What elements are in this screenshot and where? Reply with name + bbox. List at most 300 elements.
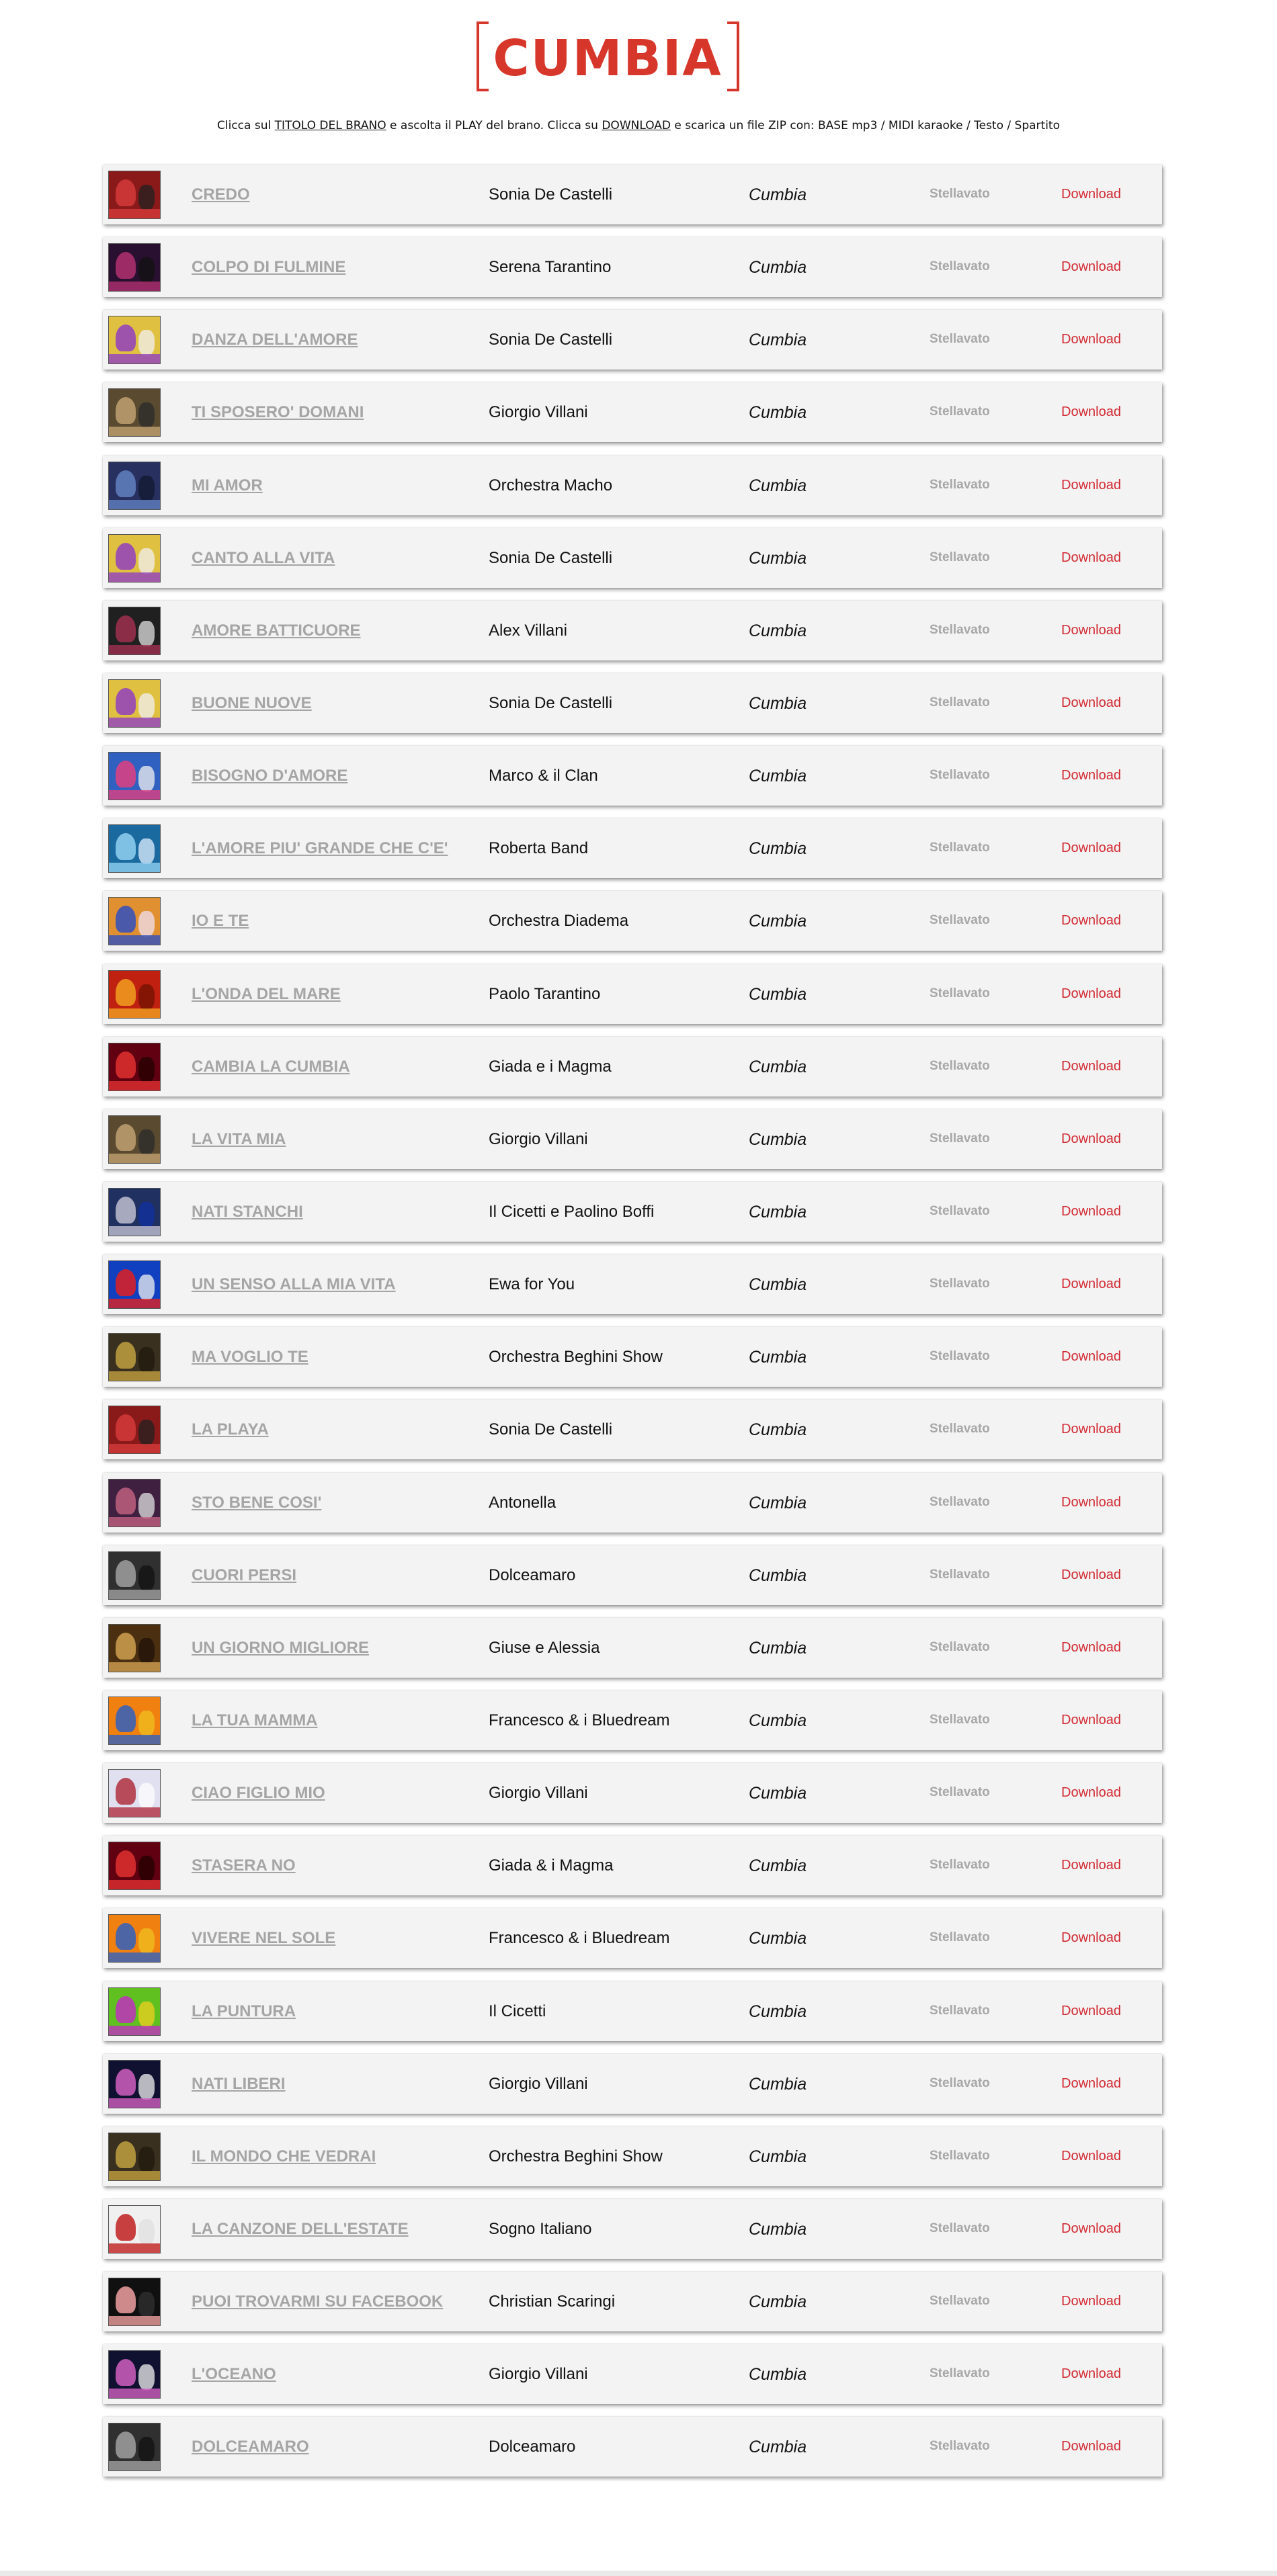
download-link[interactable]: Download [1061,1349,1121,1365]
album-cover-figure [116,1560,136,1587]
song-title-link[interactable]: PUOI TROVARMI SU FACEBOOK [192,2292,444,2311]
song-title-link[interactable]: L'ONDA DEL MARE [192,984,341,1003]
song-title-link[interactable]: CANTO ALLA VITA [192,548,335,567]
album-cover-band [109,572,160,582]
album-cover-figure [138,257,155,283]
album-cover-image [108,1624,161,1672]
song-genre: Cumbia [749,1638,807,1658]
song-artist: Giorgio Villani [489,2074,588,2093]
song-row [103,2417,1162,2477]
song-genre: Cumbia [749,1420,807,1440]
album-cover-figure [138,2002,155,2027]
download-link[interactable]: Download [1061,1639,1121,1655]
song-artist: Il Cicetti [489,2002,546,2020]
album-cover-figure [116,1269,136,1296]
album-cover-band [109,427,160,436]
song-rating: Stellavato [930,1277,990,1291]
album-cover-figure [116,397,136,424]
song-artist: Dolceamaro [489,1565,576,1584]
album-cover-image [108,1697,161,1745]
album-cover-figure [138,693,155,719]
album-cover-image [108,970,161,1019]
album-cover-figure [138,1347,155,1373]
download-link[interactable]: Download [1061,1567,1121,1582]
song-rating: Stellavato [930,477,990,492]
song-title-link[interactable]: LA CANZONE DELL'ESTATE [192,2219,409,2238]
album-cover-band [109,1517,160,1527]
album-cover-figure [138,1638,155,1664]
song-artist: Francesco & i Bluedream [489,1711,670,1729]
download-link[interactable]: Download [1061,986,1121,1001]
album-cover-image [108,1987,161,2036]
song-row [103,746,1162,806]
album-cover-figure [116,2432,136,2458]
download-link[interactable]: Download [1061,841,1121,856]
song-rating: Stellavato [930,1058,990,1073]
song-rating: Stellavato [930,259,990,274]
song-row [103,2199,1162,2259]
download-link[interactable]: Download [1061,768,1121,783]
album-cover-figure [116,179,136,206]
song-artist: Orchestra Beghini Show [489,1348,663,1367]
song-genre: Cumbia [749,984,807,1004]
download-link[interactable]: Download [1061,1712,1121,1727]
album-cover-figure [138,911,155,937]
song-genre: Cumbia [749,1202,807,1221]
song-genre: Cumbia [749,258,807,277]
song-artist: Alex Villani [489,621,567,640]
download-link[interactable]: Download [1061,622,1121,638]
song-artist: Giorgio Villani [489,1784,588,1803]
album-cover-image [108,1406,161,1454]
album-cover-image [108,1043,161,1091]
song-title-link[interactable]: MI AMOR [192,476,263,495]
album-cover-band [109,2461,160,2471]
album-cover-image [108,897,161,945]
song-rating: Stellavato [930,1131,990,1146]
download-link[interactable]: Download [1061,2003,1121,2018]
song-genre: Cumbia [749,1275,807,1295]
album-cover-image [108,243,161,292]
album-cover-band [109,1299,160,1308]
song-artist: Sonia De Castelli [489,548,613,567]
song-title-link[interactable]: MA VOGLIO TE [192,1348,308,1367]
album-cover-figure [138,1856,155,1881]
album-cover-image [108,171,161,219]
song-genre: Cumbia [749,331,807,350]
song-title-link[interactable]: NATI STANCHI [192,1202,303,1221]
album-cover-figure [116,1996,136,2023]
song-row [103,2272,1162,2331]
album-cover-image [108,2278,161,2326]
song-row [103,1836,1162,1895]
album-cover-figure [138,1275,155,1300]
album-cover-figure [116,2359,136,2386]
song-row [103,1545,1162,1605]
album-cover-figure [116,1414,136,1441]
song-genre: Cumbia [749,2147,807,2166]
song-genre: Cumbia [749,2074,807,2094]
album-cover-band [109,2389,160,2398]
song-genre: Cumbia [749,548,807,568]
album-cover-figure [116,2214,136,2241]
album-cover-band [109,863,160,872]
intro-text-1: Clicca sul [217,119,275,132]
song-genre: Cumbia [749,2438,807,2457]
song-rating: Stellavato [930,841,990,855]
song-rating: Stellavato [930,695,990,710]
album-cover-figure [138,2292,155,2317]
song-genre: Cumbia [749,621,807,640]
song-artist: Giuse e Alessia [489,1638,600,1657]
album-cover-image [108,679,161,728]
album-cover-figure [138,621,155,646]
song-artist: Sogno Italiano [489,2219,592,2238]
download-link[interactable]: Download [1061,2221,1121,2236]
song-artist: Orchestra Macho [489,476,613,495]
song-row [103,310,1162,370]
song-rating: Stellavato [930,1858,990,1873]
song-genre: Cumbia [749,1565,807,1585]
album-cover-band [109,2171,160,2180]
song-rating: Stellavato [930,913,990,928]
album-cover-figure [138,984,155,1010]
album-cover-figure [138,1057,155,1082]
album-cover-figure [116,1197,136,1223]
song-genre: Cumbia [749,185,807,204]
album-cover-figure [116,1342,136,1369]
album-cover-image [108,1479,161,1527]
song-rating: Stellavato [930,2439,990,2454]
song-artist: Giorgio Villani [489,1129,588,1148]
song-rating: Stellavato [930,2294,990,2309]
album-cover-image [108,824,161,873]
song-row [103,673,1162,733]
download-link[interactable]: Download [1061,187,1121,202]
song-artist: Christian Scaringi [489,2292,616,2311]
album-cover-figure [138,1420,155,1445]
album-cover-figure [138,1565,155,1591]
download-link[interactable]: Download [1061,1131,1121,1146]
song-rating: Stellavato [930,1203,990,1218]
song-title-link[interactable]: UN SENSO ALLA MIA VITA [192,1275,396,1294]
download-link[interactable]: Download [1061,2148,1121,2163]
cumbia-logo-graphic [475,20,741,93]
song-row [103,165,1162,224]
song-rating: Stellavato [930,986,990,1000]
album-cover-image [108,2060,161,2108]
album-cover-image [108,462,161,510]
song-artist: Giorgio Villani [489,2365,588,2384]
song-rating: Stellavato [930,1712,990,1727]
album-cover-image [108,1842,161,1890]
song-genre: Cumbia [749,1057,807,1076]
album-cover-figure [116,688,136,715]
song-rating: Stellavato [930,1422,990,1436]
song-rating: Stellavato [930,768,990,783]
song-rating: Stellavato [930,1930,990,1945]
download-link[interactable]: Download [1061,695,1121,710]
download-link[interactable]: Download [1061,477,1121,492]
song-row [103,2127,1162,2186]
song-row [103,1400,1162,1459]
album-cover-band [109,1590,160,1599]
song-genre: Cumbia [749,1784,807,1803]
intro-text-3: e scarica un file ZIP con: BASE mp3 / MIDI karaoke / Testo / Spartito [671,119,1060,132]
album-cover-image [108,2205,161,2253]
song-row [103,2344,1162,2404]
song-row [103,818,1162,878]
song-rating: Stellavato [930,2003,990,2018]
song-rating: Stellavato [930,1494,990,1509]
song-genre: Cumbia [749,403,807,423]
song-row [103,1109,1162,1169]
song-artist: Orchestra Beghini Show [489,2147,663,2165]
song-rating: Stellavato [930,622,990,637]
song-artist: Sonia De Castelli [489,331,613,349]
song-row [103,601,1162,660]
album-cover-figure [116,979,136,1006]
intro-title-emphasis: TITOLO DEL BRANO [274,119,386,132]
album-cover-image [108,1769,161,1817]
song-row [103,1981,1162,2041]
album-cover-figure [138,402,155,428]
song-title-link[interactable]: UN GIORNO MIGLIORE [192,1638,369,1657]
download-link[interactable]: Download [1061,1422,1121,1437]
download-link[interactable]: Download [1061,1930,1121,1946]
album-cover-figure [116,1850,136,1877]
song-artist: Giorgio Villani [489,403,588,422]
download-link[interactable]: Download [1061,550,1121,565]
album-cover-band [109,1154,160,1163]
album-cover-band [109,2316,160,2325]
album-cover-band [109,2098,160,2108]
album-cover-figure [138,330,155,355]
album-cover-image [108,752,161,800]
song-row [103,1327,1162,1387]
song-genre: Cumbia [749,2292,807,2312]
download-link[interactable]: Download [1061,2439,1121,2454]
song-rating: Stellavato [930,404,990,419]
footer-divider [0,2571,1277,2576]
album-cover-image [108,607,161,655]
album-cover-image [108,1914,161,1963]
album-cover-band [109,1807,160,1817]
album-cover-band [109,1226,160,1236]
album-cover-band [109,645,160,654]
song-artist: Ewa for You [489,1275,575,1294]
song-artist: Dolceamaro [489,2438,576,2456]
album-cover-image [108,2423,161,2471]
album-cover-band [109,718,160,727]
download-link[interactable]: Download [1061,332,1121,347]
album-cover-figure [116,906,136,933]
song-title-link[interactable]: DANZA DELL'AMORE [192,331,358,349]
logo-text: CUMBIA [493,30,723,87]
download-link[interactable]: Download [1061,2294,1121,2309]
song-artist: Giada & i Magma [489,1856,614,1875]
album-cover-band [109,1880,160,1889]
song-genre: Cumbia [749,1711,807,1730]
song-title-link[interactable]: COLPO DI FULMINE [192,258,346,277]
album-cover-figure [138,476,155,501]
album-cover-band [109,790,160,800]
instructions-text [0,118,1277,134]
song-genre: Cumbia [749,1348,807,1367]
song-title-link[interactable]: TI SPOSERO' DOMANI [192,403,364,422]
song-row [103,1690,1162,1750]
song-artist: Francesco & i Bluedream [489,1929,670,1948]
song-rating: Stellavato [930,2075,990,2090]
song-title-link[interactable]: NATI LIBERI [192,2074,286,2093]
album-cover-band [109,1008,160,1018]
song-title-link[interactable]: IO E TE [192,912,249,931]
song-row [103,964,1162,1024]
album-cover-band [109,1081,160,1090]
album-cover-figure [116,1051,136,1078]
album-cover-band [109,209,160,218]
album-cover-figure [116,1124,136,1151]
album-cover-figure [138,1129,155,1155]
album-cover-figure [116,1778,136,1805]
song-genre: Cumbia [749,1129,807,1149]
song-artist: Roberta Band [489,839,589,858]
song-title-link[interactable]: CAMBIA LA CUMBIA [192,1057,350,1076]
download-link[interactable]: Download [1061,1494,1121,1510]
cumbia-logo [475,20,741,93]
song-title-link[interactable]: L'AMORE PIU' GRANDE CHE C'E' [192,839,448,858]
album-cover-figure [138,2437,155,2462]
download-link[interactable]: Download [1061,1858,1121,1873]
song-genre: Cumbia [749,2365,807,2385]
album-cover-figure [138,1711,155,1736]
album-cover-figure [116,2141,136,2168]
album-cover-band [109,1444,160,1453]
song-rating: Stellavato [930,187,990,201]
song-row [103,1182,1162,1242]
album-cover-figure [116,615,136,642]
song-artist: Sonia De Castelli [489,1420,613,1439]
song-title-link[interactable]: STO BENE COSI' [192,1493,322,1512]
song-genre: Cumbia [749,1493,807,1512]
album-cover-figure [116,761,136,787]
download-link[interactable]: Download [1061,1277,1121,1292]
download-link[interactable]: Download [1061,913,1121,929]
song-title-link[interactable]: BISOGNO D'AMORE [192,767,348,785]
album-cover-image [108,1188,161,1236]
download-link[interactable]: Download [1061,2366,1121,2382]
download-link[interactable]: Download [1061,1785,1121,1801]
song-title-link[interactable]: CUORI PERSI [192,1565,297,1584]
album-cover-image [108,1115,161,1164]
album-cover-band [109,2243,160,2253]
song-rating: Stellavato [930,1785,990,1800]
download-link[interactable]: Download [1061,404,1121,420]
song-row [103,456,1162,515]
album-cover-figure [116,325,136,351]
song-row [103,1037,1162,1097]
song-row [103,1763,1162,1823]
song-title-link[interactable]: LA TUA MAMMA [192,1711,318,1729]
song-artist: Marco & il Clan [489,767,598,785]
song-title-link[interactable]: CIAO FIGLIO MIO [192,1784,325,1803]
song-genre: Cumbia [749,1856,807,1876]
album-cover-figure [138,1202,155,1228]
album-cover-band [109,1735,160,1744]
album-cover-band [109,282,160,291]
song-row [103,382,1162,442]
album-cover-figure [138,2147,155,2172]
song-title-link[interactable]: DOLCEAMARO [192,2438,309,2456]
song-artist: Paolo Tarantino [489,984,601,1003]
download-link[interactable]: Download [1061,259,1121,275]
album-cover-figure [116,1488,136,1514]
song-title-link[interactable]: LA VITA MIA [192,1129,286,1148]
song-artist: Orchestra Diadema [489,912,629,931]
song-title-link[interactable]: BUONE NUOVE [192,693,312,712]
song-artist: Sonia De Castelli [489,185,613,204]
album-cover-figure [138,839,155,864]
album-cover-image [108,534,161,583]
song-genre: Cumbia [749,767,807,786]
song-row [103,237,1162,297]
album-cover-figure [138,1928,155,1954]
album-cover-image [108,1333,161,1381]
album-cover-figure [138,2219,155,2245]
song-artist: Il Cicetti e Paolino Boffi [489,1202,655,1221]
song-rating: Stellavato [930,550,990,564]
song-genre: Cumbia [749,693,807,713]
song-title-link[interactable]: VIVERE NEL SOLE [192,1929,336,1948]
song-title-link[interactable]: IL MONDO CHE VEDRAI [192,2147,376,2165]
album-cover-figure [138,2364,155,2390]
album-cover-figure [138,185,155,210]
song-genre: Cumbia [749,2219,807,2239]
song-title-link[interactable]: LA PUNTURA [192,2002,296,2020]
song-list [103,165,1162,2490]
album-cover-band [109,1952,160,1962]
song-genre: Cumbia [749,839,807,859]
album-cover-band [109,500,160,509]
intro-download-emphasis: DOWNLOAD [602,119,671,132]
song-row [103,1618,1162,1678]
album-cover-figure [116,1705,136,1732]
song-title-link[interactable]: L'OCEANO [192,2365,276,2384]
song-rating: Stellavato [930,1349,990,1364]
song-rating: Stellavato [930,332,990,347]
download-link[interactable]: Download [1061,1203,1121,1219]
song-genre: Cumbia [749,1929,807,1948]
album-cover-band [109,1371,160,1381]
song-title-link[interactable]: STASERA NO [192,1856,296,1875]
album-cover-figure [116,2069,136,2096]
song-title-link[interactable]: AMORE BATTICUORE [192,621,361,640]
song-title-link[interactable]: CREDO [192,185,250,204]
album-cover-figure [116,1923,136,1950]
song-rating: Stellavato [930,2148,990,2163]
download-link[interactable]: Download [1061,2075,1121,2091]
song-artist: Giada e i Magma [489,1057,612,1076]
album-cover-image [108,316,161,364]
album-cover-figure [138,1783,155,1809]
album-cover-figure [116,833,136,860]
song-row [103,2054,1162,2114]
album-cover-figure [116,543,136,570]
song-title-link[interactable]: LA PLAYA [192,1420,269,1439]
download-link[interactable]: Download [1061,1058,1121,1074]
album-cover-figure [138,2074,155,2100]
album-cover-image [108,2350,161,2399]
